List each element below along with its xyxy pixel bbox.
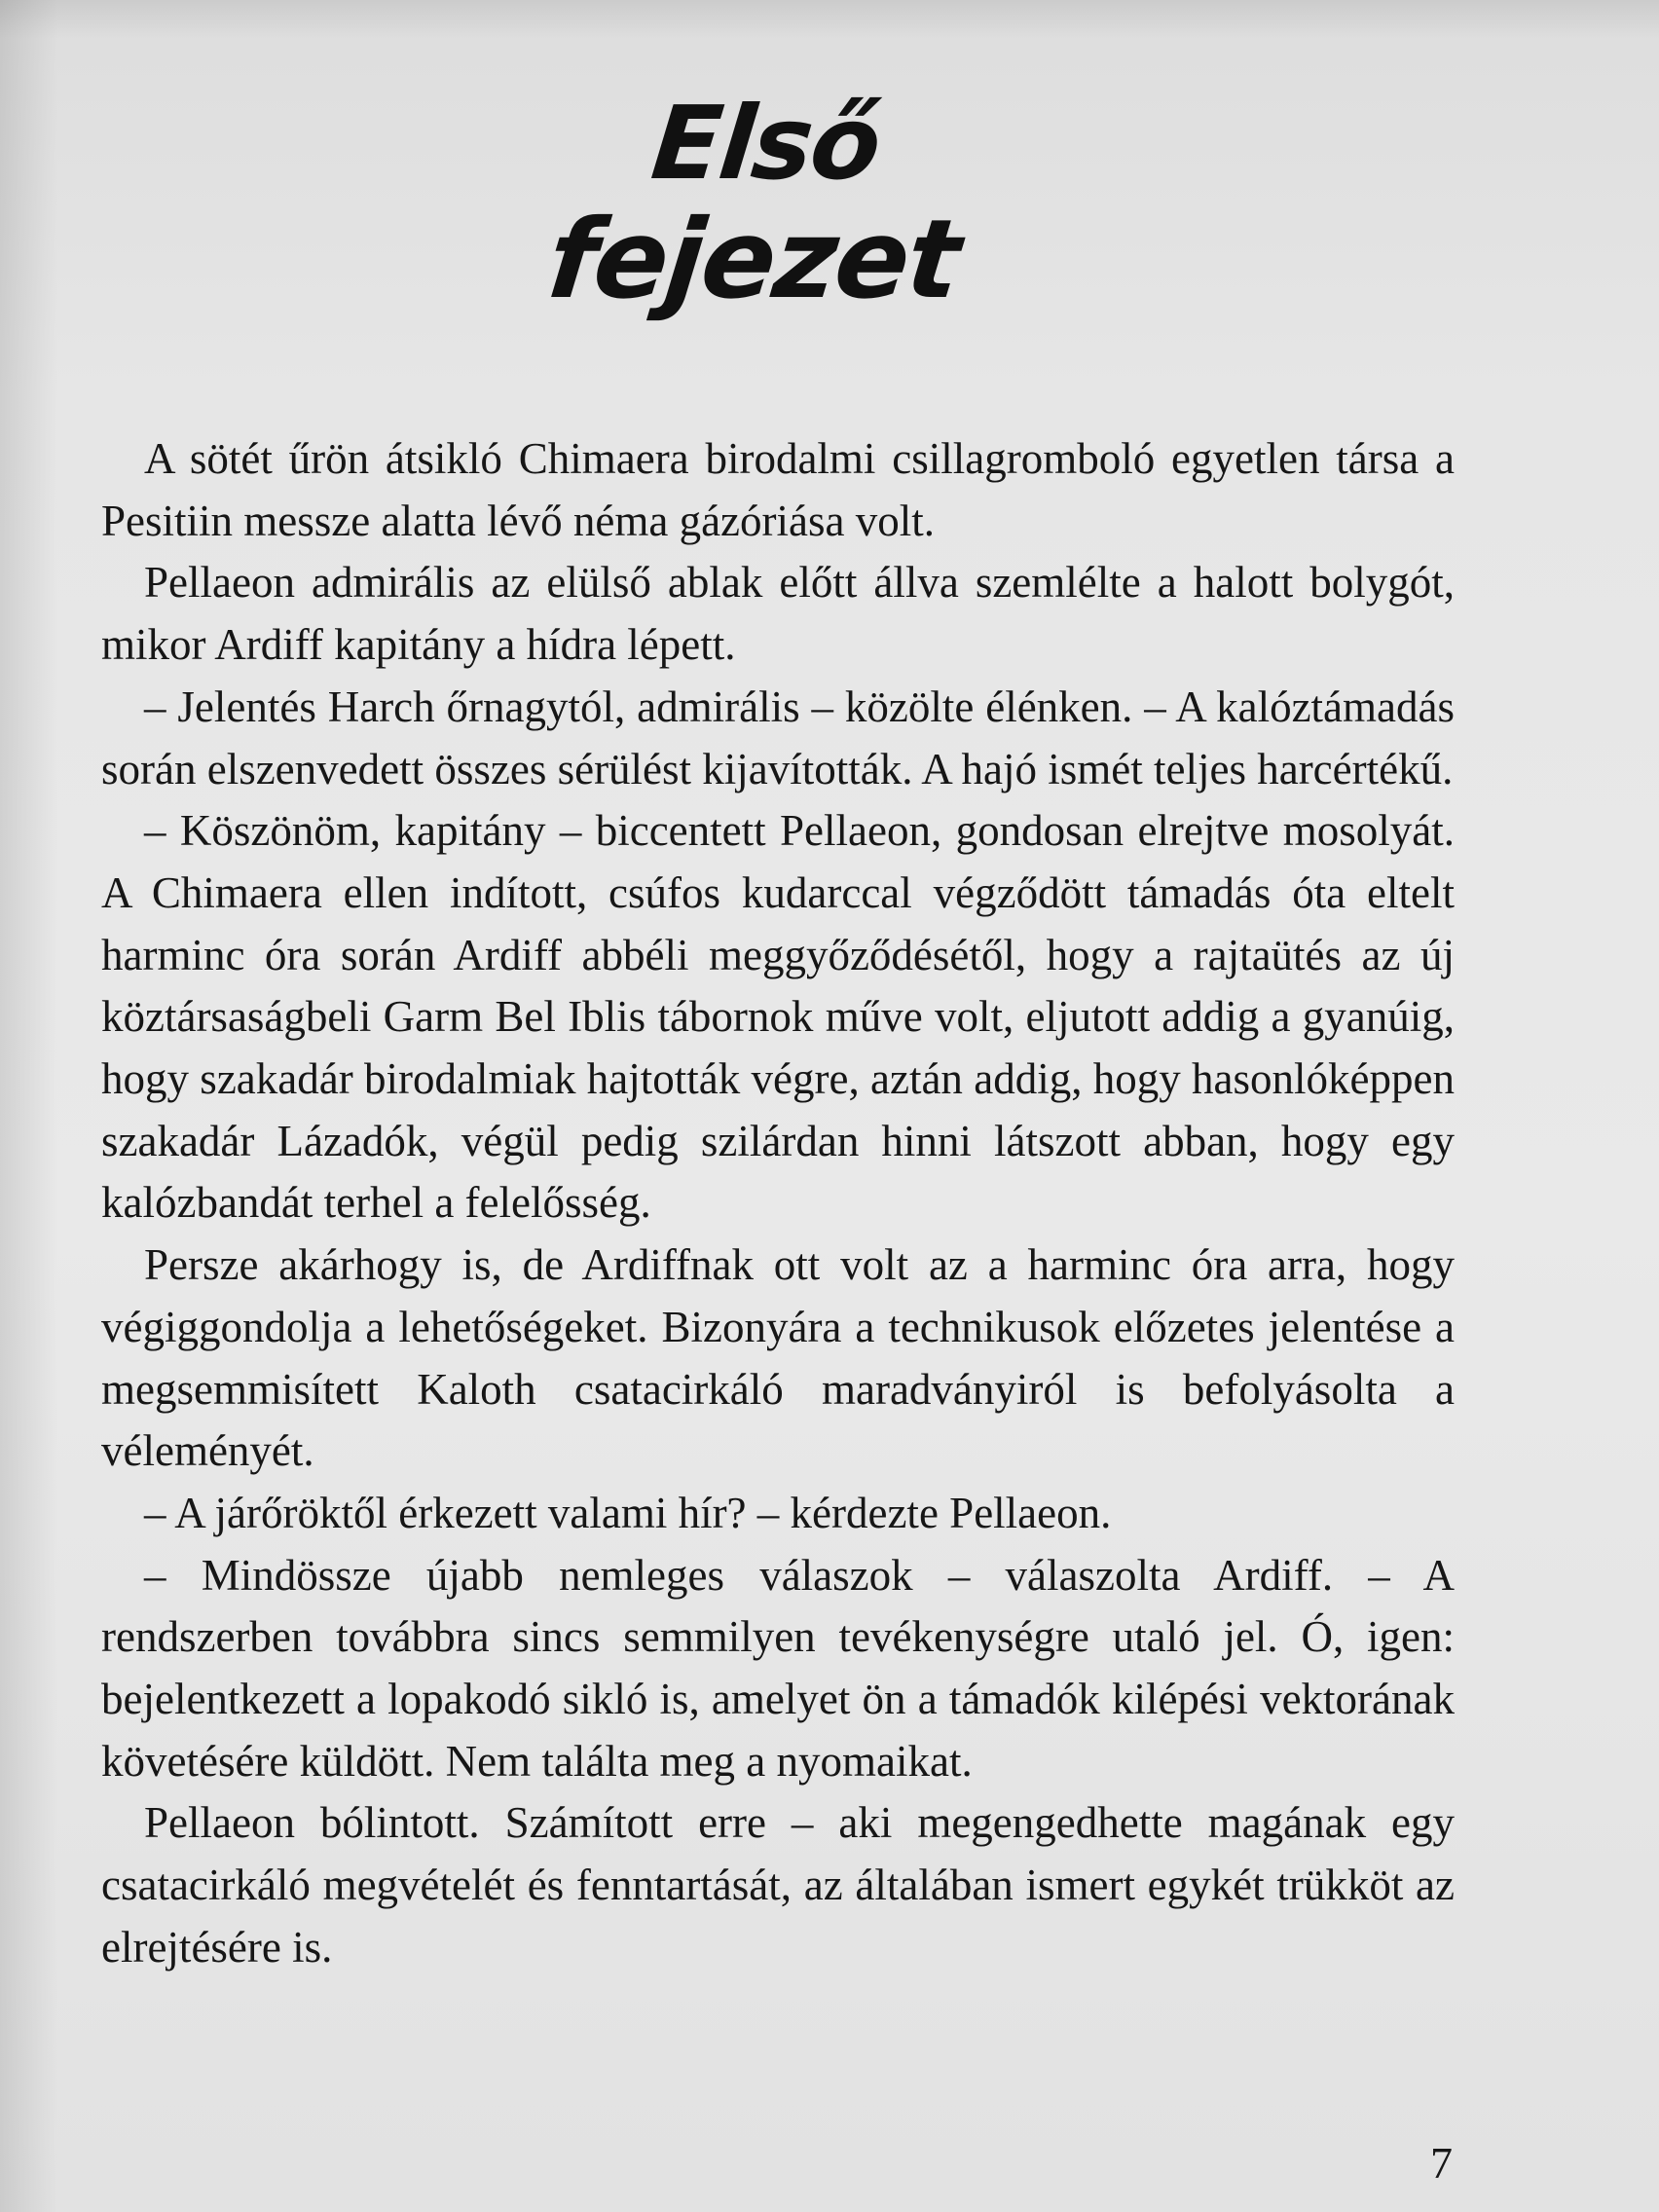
page-top-shadow	[0, 0, 1659, 39]
paragraph: – Mindössze újabb nemleges válaszok – válaszolta Ardiff. – A rendszerben továbbra sincs semmilyen tevékenységre utaló jel. Ó, igen: bejelentkezett a lopakodó sikló is, amelyet ön a támadók kilépési vektorának követésére küldött. Nem találta meg a nyomaikat.	[101, 1550, 1455, 1786]
paragraph: – Köszönöm, kapitány – biccentett Pellaeon, gondosan elrejtve mosolyát. A Chimaera ellen indított, csúfos kudarccal végződött támadás óta eltelt harminc óra során Ardiff abbéli meggyőződésétől, hogy a rajtaütés az új köztársaságbeli Garm Bel Iblis tábornok műve volt, eljutott addig a gyanúig, hogy szakadár birodalmiak hajtották végre, aztán addig, hogy hasonlóképpen szakadár Lázadók, végül pedig szilárdan hinni látszott abban, hogy egy kalózbandát terhel a felelősség.	[101, 806, 1455, 1228]
paragraph: – Jelentés Harch őrnagytól, admirális – közölte élénken. – A kalóztámadás során elszenvedett összes sérülést kijavították. A hajó ismét teljes harcértékű.	[101, 682, 1455, 793]
page-gutter-shadow	[0, 0, 58, 2212]
page-number: 7	[1430, 2138, 1453, 2188]
chapter-title-line1: Első	[646, 84, 885, 203]
chapter-body	[101, 428, 1455, 1979]
chapter-title	[475, 84, 1044, 323]
paragraph: A sötét űrön átsikló Chimaera birodalmi csillagromboló egyetlen társa a Pesitiin messze alatta lévő néma gázóriása volt.	[101, 434, 1455, 545]
paragraph: Persze akárhogy is, de Ardiffnak ott volt az a harminc óra arra, hogy végiggondolja a lehetőségeket. Bizonyára a technikusok előzetes jelentése a megsemmisített Kaloth csatacirkáló maradványiról is befolyásolta a véleményét.	[101, 1240, 1455, 1476]
chapter-title-line2: fejezet	[542, 197, 965, 323]
paragraph: Pellaeon bólintott. Számított erre – aki megengedhette magának egy csatacirkáló megvételét és fenntartását, az általában ismert egykét trükköt az elrejtésére is.	[101, 1798, 1455, 1972]
paragraph: – A járőröktől érkezett valami hír? – kérdezte Pellaeon.	[144, 1488, 1112, 1537]
paragraph: Pellaeon admirális az elülső ablak előtt állva szemlélte a halott bolygót, mikor Ardiff kapitány a hídra lépett.	[101, 558, 1455, 670]
